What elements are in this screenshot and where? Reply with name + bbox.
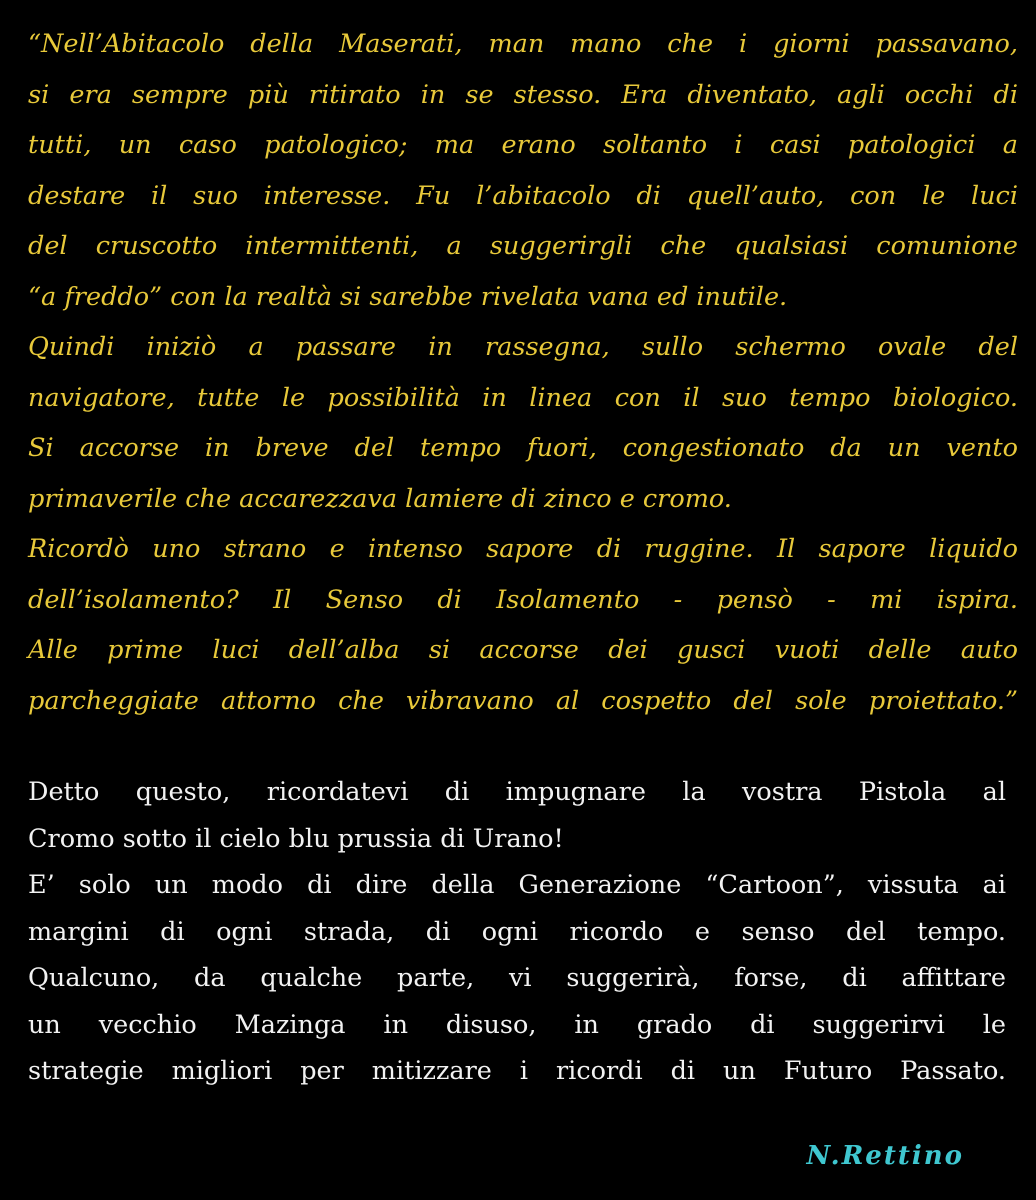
body-line: Cromo sotto il cielo blu prussia di Urano! [28, 823, 564, 854]
quote-line: parcheggiate attorno che vibravano al cospetto del sole proiettato.” [28, 685, 1018, 716]
quote-line: primaverile che accarezzava lamiere di zinco e cromo. [28, 483, 732, 514]
body-line: margini di ogni strada, di ogni ricordo e senso del tempo. [28, 916, 1006, 947]
body-block [28, 769, 1006, 1095]
quote-line: si era sempre più ritirato in se stesso. Era diventato, agli occhi di [28, 79, 1018, 110]
signature: N.Rettino [806, 1141, 964, 1171]
body-line: strategie migliori per mitizzare i ricordi di un Futuro Passato. [28, 1056, 1006, 1086]
quote-block [28, 19, 1018, 726]
quote-line: destare il suo interesse. Fu l’abitacolo di quell’auto, con le luci [28, 180, 1018, 211]
quote-line: Ricordò uno strano e intenso sapore di ruggine. Il sapore liquido [28, 534, 1018, 564]
quote-line: del cruscotto intermittenti, a suggerirgli che qualsiasi comunione [28, 231, 1018, 261]
quote-line: navigatore, tutte le possibilità in linea con il suo tempo biologico. [28, 382, 1018, 413]
body-line: un vecchio Mazinga in disuso, in grado di suggerirvi le [28, 1009, 1006, 1040]
quote-line: Quindi iniziò a passare in rassegna, sullo schermo ovale del [28, 332, 1018, 362]
body-line: Detto questo, ricordatevi di impugnare la vostra Pistola al [28, 777, 1006, 807]
quote-line: Alle prime luci dell’alba si accorse dei gusci vuoti delle auto [28, 635, 1018, 665]
body-line: E’ solo un modo di dire della Generazione “Cartoon”, vissuta ai [28, 870, 1006, 900]
quote-line: “a freddo” con la realtà si sarebbe rivelata vana ed inutile. [28, 281, 788, 312]
quote-line: “Nell’Abitacolo della Maserati, man mano che i giorni passavano, [28, 29, 1018, 59]
quote-line: tutti, un caso patologico; ma erano soltanto i casi patologici a [28, 130, 1018, 160]
body-line: Qualcuno, da qualche parte, vi suggerirà, forse, di affittare [28, 963, 1006, 993]
quote-line: dell’isolamento? Il Senso di Isolamento - pensò - mi ispira. [28, 584, 1018, 615]
quote-line: Si accorse in breve del tempo fuori, congestionato da un vento [28, 433, 1018, 463]
